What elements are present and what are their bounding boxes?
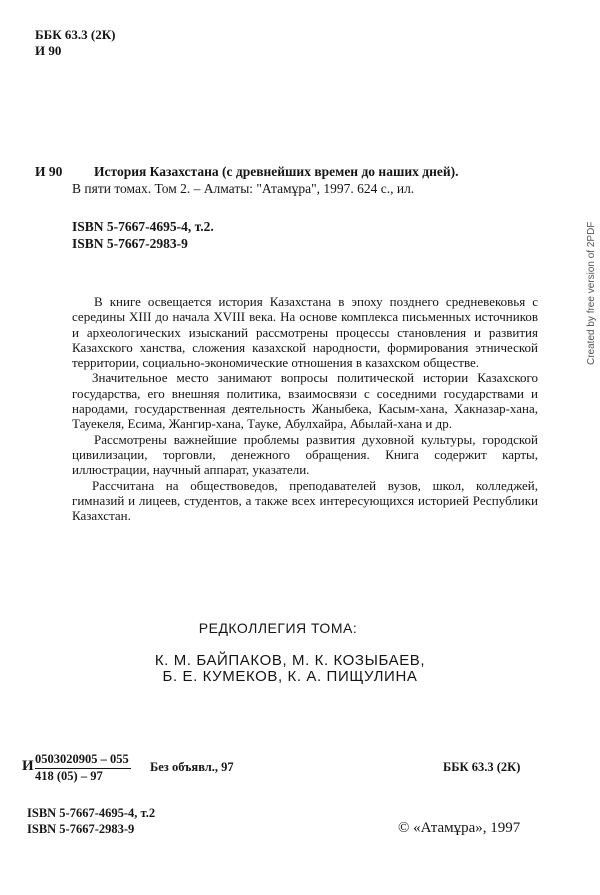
announcement-note: Без объявл., 97: [150, 760, 234, 774]
publication-code: [35, 752, 131, 784]
publication-code-denominator: 418 (05) – 97: [35, 769, 103, 783]
footer-isbn-series: ISBN 5-7667-2983-9: [27, 822, 135, 836]
footer-author-mark: И: [22, 758, 34, 774]
author-mark-header: И 90: [35, 43, 62, 58]
bbk-code-header: ББК 63.3 (2К): [35, 27, 116, 42]
abstract-paragraph: В книге освещается история Казахстана в эпоху позднего средневековья с середины XIII до начала XVIII века. На основе комплекса письменных источников и археологических изысканий рассмотрены процессы становления и развития Казахского ханства, сложения казахской народности, формирования этнической территории, социально-экономические отношения в казахском обществе.: [72, 294, 538, 371]
imprint-line: В пяти томах. Том 2. – Алматы: "Атамұра", 1997. 624 с., ил.: [72, 181, 415, 196]
abstract-paragraph: Рассчитана на обществоведов, преподавателей вузов, школ, колледжей, гимназий и лицеев, студентов, а также всех интересующихся историей Республики Казахстан.: [72, 477, 538, 524]
publication-code-numerator: 0503020905 – 055: [35, 752, 131, 769]
catalog-code: И 90: [35, 164, 63, 179]
isbn-volume: ISBN 5-7667-4695-4, т.2.: [72, 219, 214, 234]
abstract-paragraph: Значительное место занимают вопросы политической истории Казахского государства, его внешняя политика, взаимосвязи с соседними государствами и народами, государственная деятельность Жаныбека, Касым-хана, Хакназар-хана, Тауекеля, Есима, Жангир-хана, Тауке, Абулхайра, Абылай-хана и др.: [72, 370, 538, 432]
editorial-names-line: Б. Е. КУМЕКОВ, К. А. ПИЩУЛИНА: [162, 668, 418, 685]
pdf-watermark: Created by free version of 2PDF: [586, 221, 597, 365]
copyright-notice: © «Атамұра», 1997: [398, 820, 521, 836]
footer-isbn-volume: ISBN 5-7667-4695-4, т.2: [27, 806, 156, 820]
abstract: [72, 294, 538, 523]
editorial-names-line: К. М. БАЙПАКОВ, М. К. КОЗЫБАЕВ,: [154, 652, 426, 669]
book-title: История Казахстана (с древнейших времен до наших дней).: [94, 164, 459, 179]
editorial-heading: РЕДКОЛЛЕГИЯ ТОМА:: [198, 620, 358, 636]
abstract-paragraph: Рассмотрены важнейшие проблемы развития духовной культуры, городской цивилизации, торговли, денежного обращения. Книга содержит карты, иллюстрации, научный аппарат, указатели.: [72, 431, 538, 478]
footer-bbk-code: ББК 63.3 (2К): [443, 760, 521, 774]
isbn-series: ISBN 5-7667-2983-9: [72, 236, 188, 251]
